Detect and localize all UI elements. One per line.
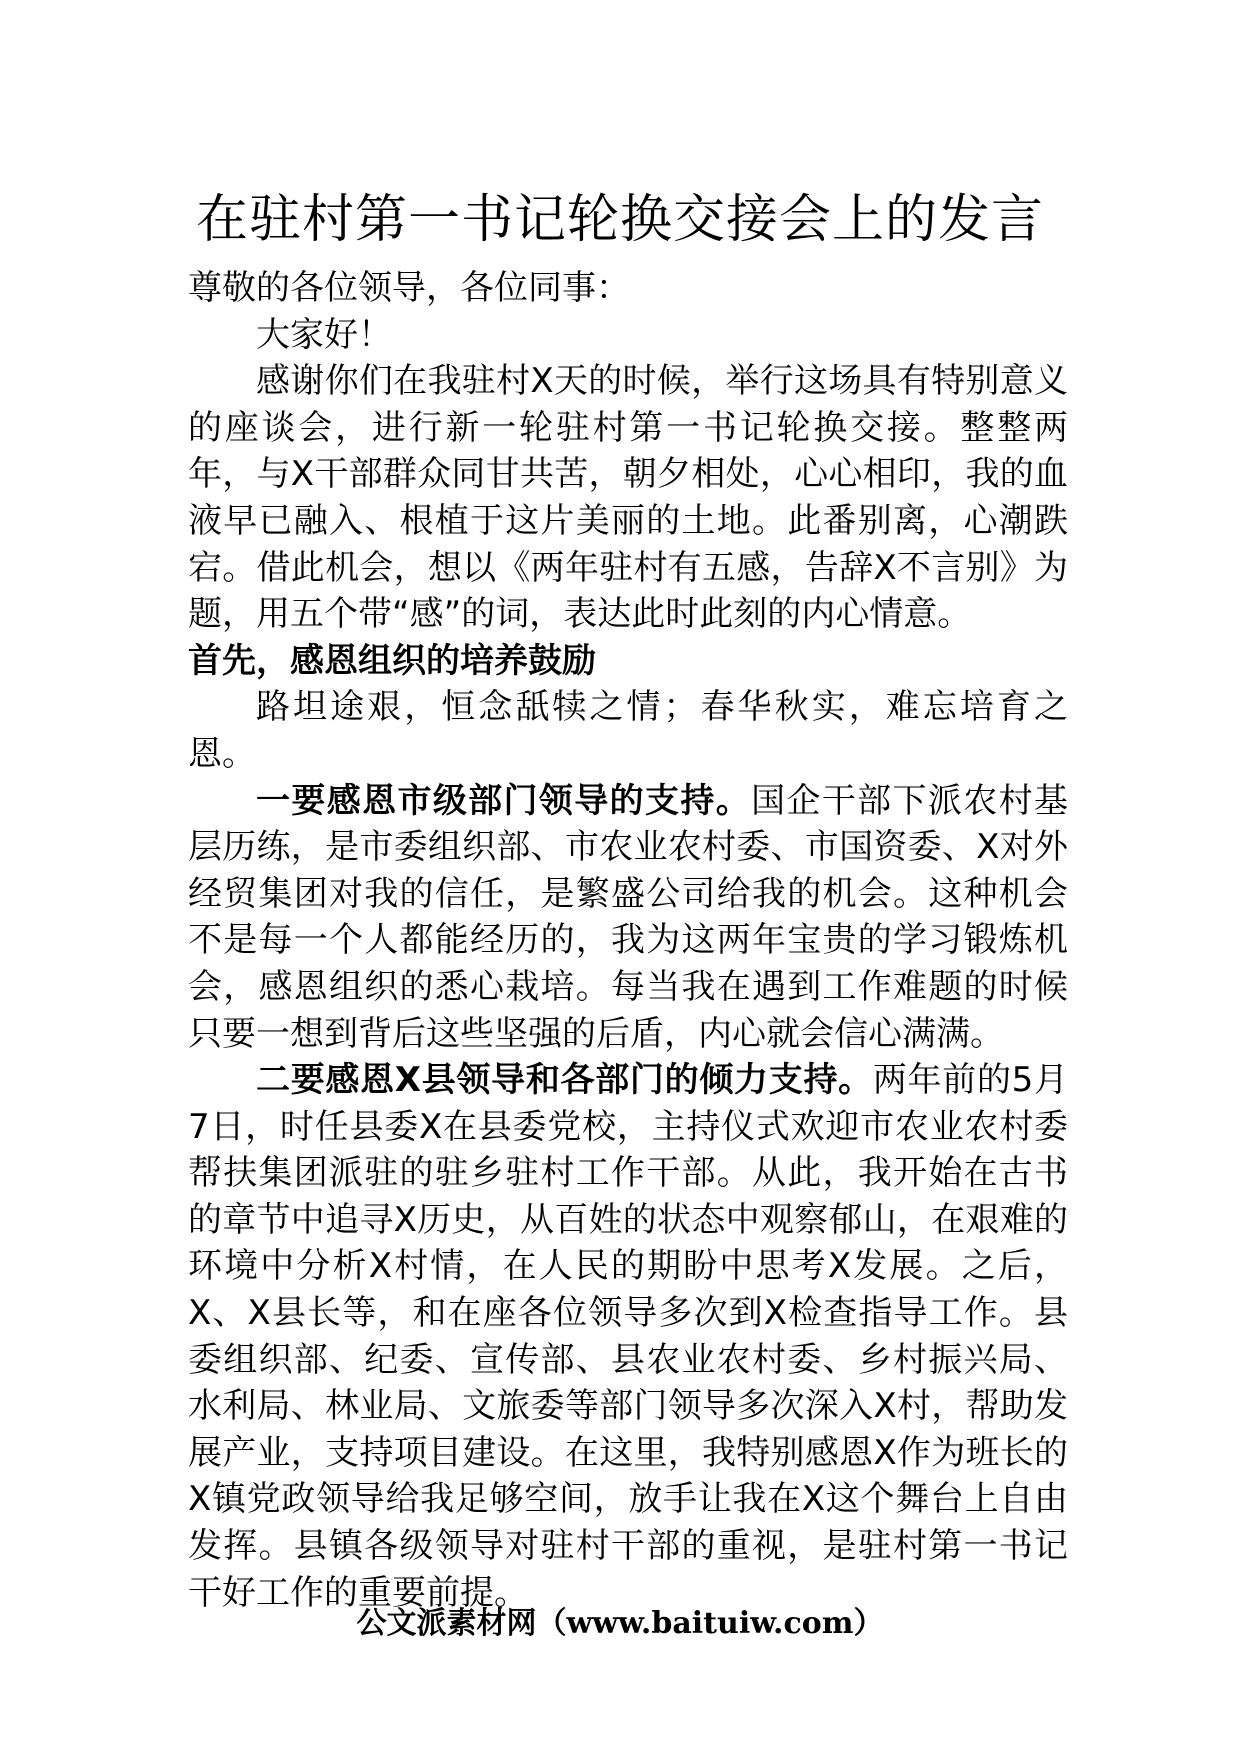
paragraph-city-support [188,778,1068,1058]
salutation: 尊敬的各位领导，各位同事： [188,268,630,308]
source-footer: 公文派素材网（www.baituiw.com） [356,1606,884,1641]
greeting: 大家好！ [256,314,392,355]
intro-paragraph: 感谢你们在我驻村X天的时候，举行这场具有特别意义的座谈会，进行新一轮驻村第一书记轮换交接。整整两年，与X干部群众同甘共苦，朝夕相处，心心相印，我的血液早已融入、根植于这片美丽的土地。此番别离，心潮跌宕。借此机会，想以《两年驻村有五感，告辞X不言别》为题，用五个带“感”的词，表达此时此刻的内心情意。 [188,361,1068,635]
paragraph-lead-bold: 一要感恩市级部门领导的支持。 [256,780,752,821]
section-heading: 首先，感恩组织的培养鼓励 [188,640,596,681]
paragraph-text: 国企干部下派农村基层历练，是市委组织部、市农业农村委、市国资委、X对外经贸集团对我的信任，是繁盛公司给我的机会。这种机会不是每一个人都能经历的，我为这两年宝贵的学习锻炼机会，感恩组织的悉心栽培。每当我在遇到工作难题的时候只要一想到背后这些坚强的后盾，内心就会信心满满。 [188,780,1069,1054]
document-title: 在驻村第一书记轮换交接会上的发言 [195,190,1044,250]
paragraph-lead-bold: 二要感恩X县领导和各部门的倾力支持。 [256,1060,873,1101]
paragraph-county-support [188,1057,1068,1616]
document-body [188,265,1068,1616]
section-lead: 路坦途艰，恒念舐犊之情；春华秋实，难忘培育之恩。 [188,687,1068,774]
paragraph-text: 两年前的5月7日，时任县委X在县委党校，主持仪式欢迎市农业农村委帮扶集团派驻的驻乡驻村工作干部。从此，我开始在古书的章节中追寻X历史，从百姓的状态中观察郁山，在艰难的环境中分析X村情，在人民的期盼中思考X发展。之后，X、X县长等，和在座各位领导多次到X检查指导工作。县委组织部、纪委、宣传部、县农业农村委、乡村振兴局、水利局、林业局、文旅委等部门领导多次深入X村，帮助发展产业，支持项目建设。在这里，我特别感恩X作为班长的X镇党政领导给我足够空间，放手让我在X这个舞台上自由发挥。县镇各级领导对驻村干部的重视，是驻村第一书记干好工作的重要前提。 [188,1060,1068,1613]
